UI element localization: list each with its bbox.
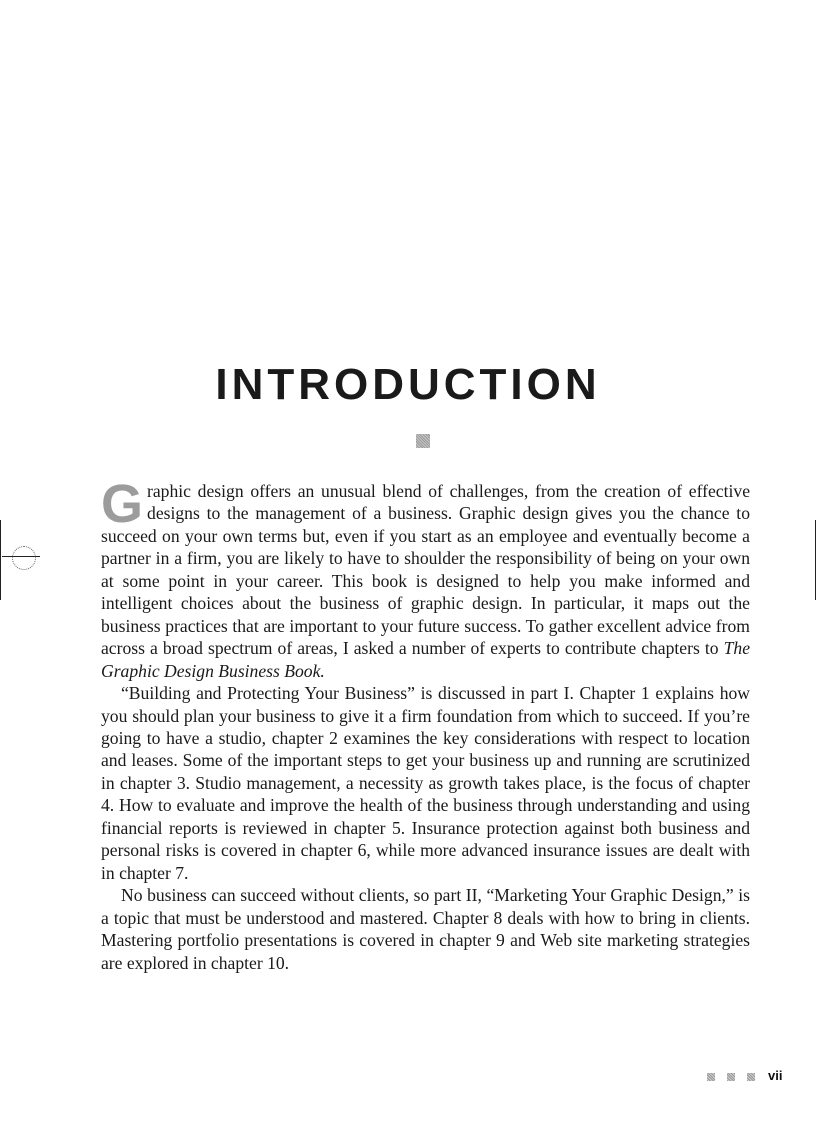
- registration-mark-icon: [12, 546, 36, 570]
- title-ornament: [416, 434, 430, 448]
- paragraph-2: “Building and Protecting Your Business” is discussed in part I. Chapter 1 explains how you should plan your business to give it a firm foundation from which to succeed. If you’re going to have a studio, chapter 2 examines the key considerations with respect to location and leases. Some of the important steps to get your business up and running are scrutinized in chapter 3. Studio management, a necessity as growth takes place, is the focus of chapter 4. How to evaluate and improve the health of the business through understanding and using financial reports is reviewed in chapter 5. Insurance protection against both business and personal risks is covered in chapter 6, while more advanced insurance issues are dealt with in chapter 7.: [101, 683, 750, 883]
- folio-square-1: [707, 1073, 715, 1081]
- crop-mark-left-vertical: [0, 520, 1, 600]
- paragraph-1: [101, 474, 750, 682]
- page-number: vii: [768, 1068, 783, 1083]
- folio-square-2: [727, 1073, 735, 1081]
- drop-cap: G: [101, 474, 144, 534]
- paragraph-1-text: raphic design offers an unusual blend of challenges, from the creation of effective designs to the management of a business. Graphic design gives you the chance to succeed on your own terms but, even if you start as an employee and eventually become a partner in a firm, you are likely to have to shoulder the responsibility of being on your own at some point in your career. This book is designed to help you make informed and intelligent choices about the business of graphic design. In particular, it maps out the business practices that are important to your future success. To gather excellent advice from across a broad spectrum of areas, I asked a number of experts to contribute chapters to: [101, 481, 750, 659]
- paragraph-3: No business can succeed without clients, so part II, “Marketing Your Graphic Design,” is a topic that must be understood and mastered. Chapter 8 deals with how to bring in clients. Mastering portfolio presentations is covered in chapter 9 and Web site marketing strategies are explored in chapter 10.: [101, 885, 750, 973]
- page-title: INTRODUCTION: [215, 360, 601, 409]
- folio-square-3: [747, 1073, 755, 1081]
- book-title: The Graphic Design Business Book.: [101, 638, 750, 681]
- body-text: [101, 474, 750, 974]
